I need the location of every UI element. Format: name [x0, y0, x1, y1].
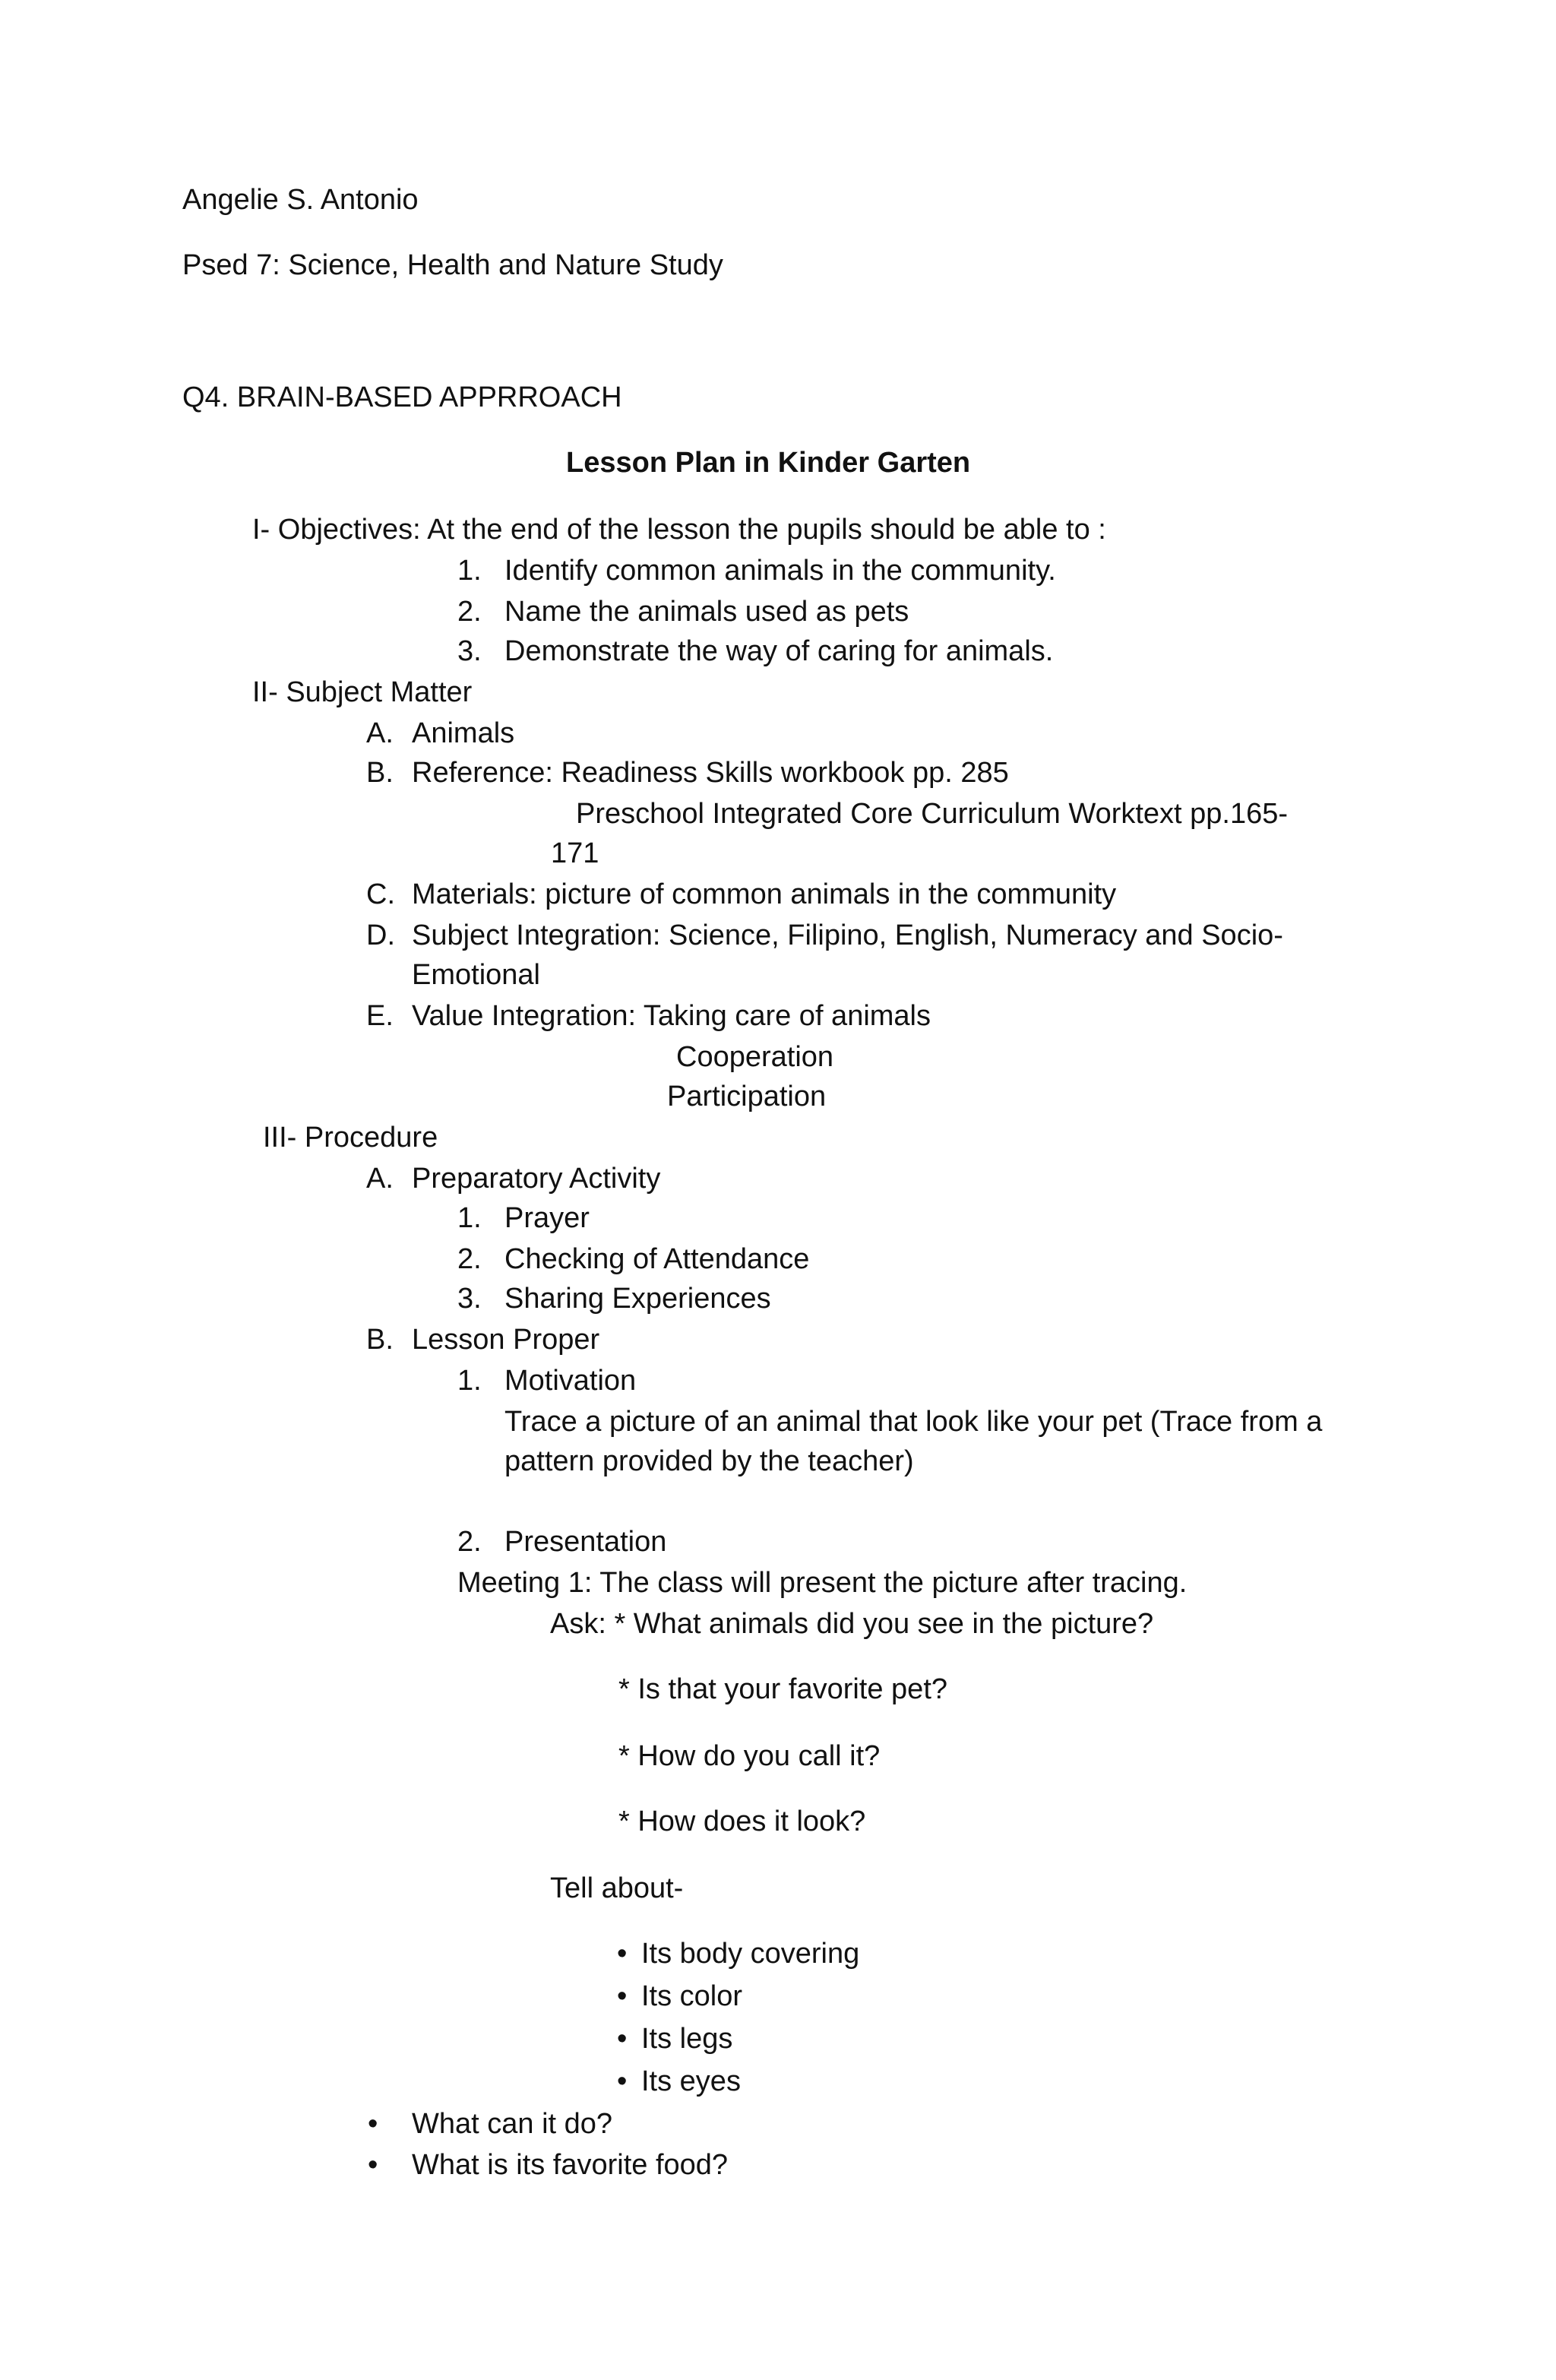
tell-about-label: Tell about-	[550, 1872, 684, 1904]
item-letter: C.	[366, 878, 395, 910]
tell-about-item: Its eyes	[641, 2065, 741, 2097]
motivation-description: Trace a picture of an animal that look like your pet (Trace from a	[504, 1406, 1323, 1438]
author-name: Angelie S. Antonio	[182, 184, 419, 216]
activity-item: Checking of Attendance	[504, 1243, 810, 1275]
objectives-heading: I- Objectives: At the end of the lesson the pupils should be able to :	[252, 514, 1106, 546]
motivation-description: pattern provided by the teacher)	[504, 1445, 914, 1477]
objective-number: 2.	[457, 596, 482, 628]
item-letter: D.	[366, 919, 395, 951]
procedure-heading: III- Procedure	[263, 1122, 438, 1154]
step-number: 1.	[457, 1202, 482, 1234]
question-bullet: What can it do?	[412, 2108, 613, 2140]
reference-line: Reference: Readiness Skills workbook pp. 285	[412, 757, 1009, 789]
objective-number: 3.	[457, 635, 482, 667]
item-letter: E.	[366, 1000, 394, 1032]
objective-item: Identify common animals in the community.	[504, 555, 1056, 587]
tell-about-item: Its legs	[641, 2023, 733, 2055]
tell-about-item: Its body covering	[641, 1938, 860, 1970]
question-line: * How do you call it?	[618, 1740, 881, 1772]
ask-line: Ask: * What animals did you see in the picture?	[550, 1608, 1154, 1640]
item-letter: A.	[366, 1163, 394, 1195]
subject-topic: Animals	[412, 717, 515, 749]
integration-line: Subject Integration: Science, Filipino, English, Numeracy and Socio-	[412, 919, 1283, 951]
activity-item: Prayer	[504, 1202, 590, 1234]
value-line: Value Integration: Taking care of animals	[412, 1000, 931, 1032]
procedure-step: Lesson Proper	[412, 1324, 600, 1356]
subject-matter-heading: II- Subject Matter	[252, 676, 473, 708]
bullet-icon: •	[368, 2149, 378, 2181]
item-letter: B.	[366, 757, 394, 789]
presentation-label: Presentation	[504, 1526, 667, 1558]
activity-item: Sharing Experiences	[504, 1283, 771, 1315]
section-heading: Q4. BRAIN-BASED APPRROACH	[182, 381, 622, 413]
question-line: * Is that your favorite pet?	[618, 1673, 948, 1705]
objective-number: 1.	[457, 555, 482, 587]
bullet-icon: •	[368, 2108, 378, 2140]
motivation-label: Motivation	[504, 1365, 637, 1397]
reference-line: 171	[551, 837, 599, 869]
materials-line: Materials: picture of common animals in the community	[412, 878, 1117, 910]
step-number: 3.	[457, 1283, 482, 1315]
course-title: Psed 7: Science, Health and Nature Study	[182, 249, 723, 281]
item-letter: B.	[366, 1324, 394, 1356]
step-number: 1.	[457, 1365, 482, 1397]
procedure-step: Preparatory Activity	[412, 1163, 661, 1195]
value-line: Cooperation	[676, 1041, 834, 1073]
step-number: 2.	[457, 1526, 482, 1558]
value-line: Participation	[667, 1081, 827, 1112]
reference-line: Preschool Integrated Core Curriculum Worktext pp.165-	[576, 798, 1289, 830]
integration-line: Emotional	[412, 959, 540, 991]
bullet-icon: •	[617, 2065, 628, 2097]
item-letter: A.	[366, 717, 394, 749]
objective-item: Demonstrate the way of caring for animals.	[504, 635, 1054, 667]
bullet-icon: •	[617, 1980, 628, 2012]
bullet-icon: •	[617, 2023, 628, 2055]
bullet-icon: •	[617, 1938, 628, 1970]
document-title: Lesson Plan in Kinder Garten	[566, 447, 971, 479]
tell-about-item: Its color	[641, 1980, 743, 2012]
meeting-line: Meeting 1: The class will present the picture after tracing.	[457, 1567, 1188, 1599]
objective-item: Name the animals used as pets	[504, 596, 909, 628]
question-line: * How does it look?	[618, 1806, 866, 1837]
step-number: 2.	[457, 1243, 482, 1275]
question-bullet: What is its favorite food?	[412, 2149, 729, 2181]
